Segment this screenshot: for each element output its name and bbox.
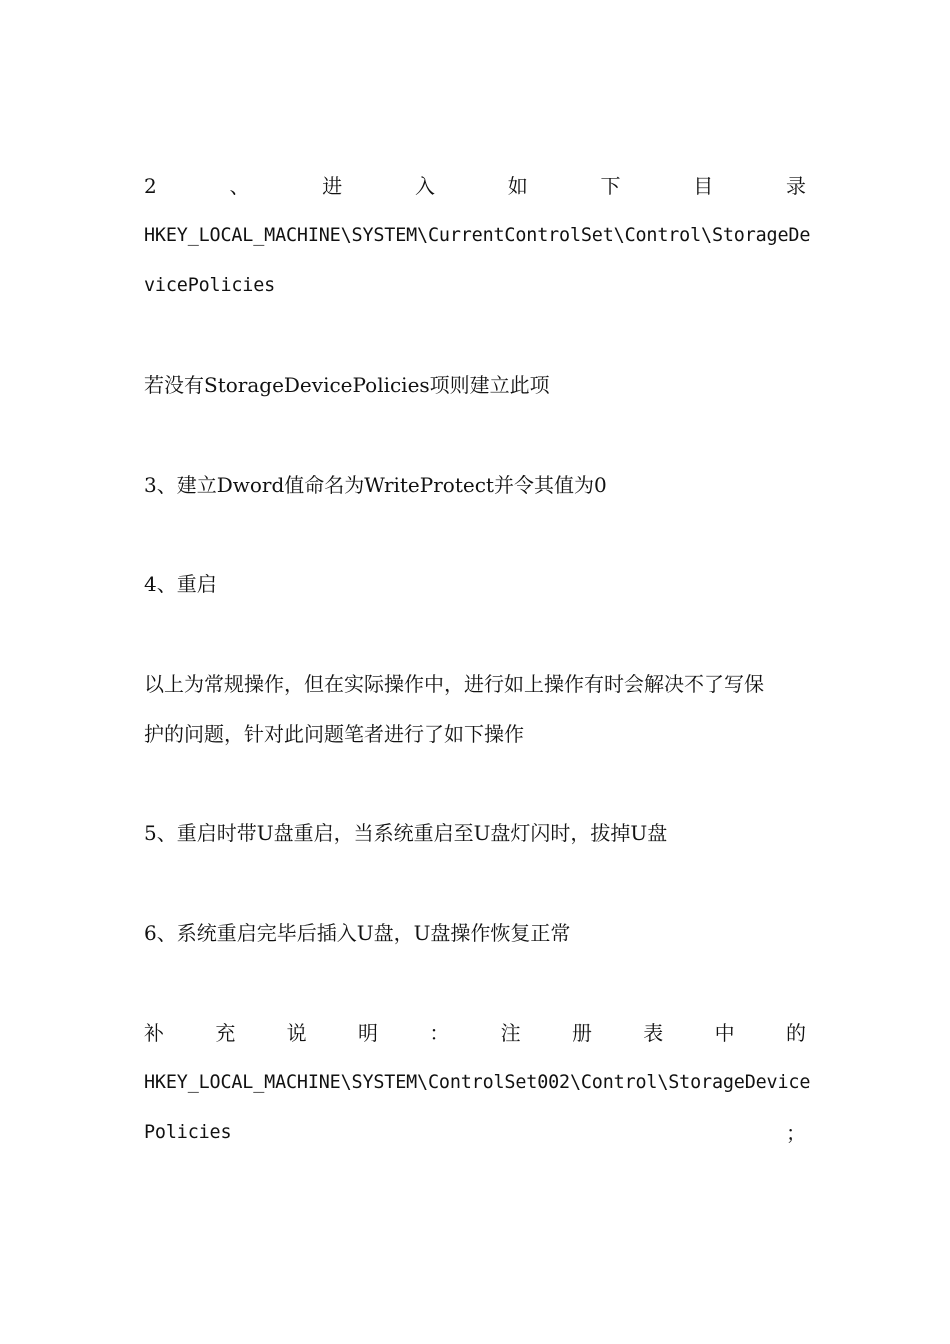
step-2-char: 下 [600, 174, 621, 198]
supplement-char: ： [429, 1021, 450, 1045]
supplement-path-line-2: Policies [144, 1122, 232, 1143]
supplement-char: 表 [643, 1021, 664, 1045]
supplement-path-line-1: HKEY_LOCAL_MACHINE\SYSTEM\ControlSet002\Control\StorageDevice [144, 1072, 811, 1093]
step-6: 6、系统重启完毕后插入U盘，U盘操作恢复正常 [144, 921, 571, 945]
supplement-char: 注 [500, 1021, 521, 1045]
step-2-char: 、 [229, 174, 250, 198]
supplement-char: 补 [144, 1021, 164, 1045]
step-2-char: 目 [693, 174, 714, 198]
common-operation-line-1: 以上为常规操作，但在实际操作中，进行如上操作有时会解决不了写保 [144, 672, 764, 696]
step-2-char: 录 [785, 174, 806, 198]
step-2-char: 如 [507, 174, 528, 198]
step-2-heading [144, 171, 806, 201]
supplement-char: 说 [286, 1021, 307, 1045]
note-create-key: 若没有StorageDevicePolicies项则建立此项 [144, 373, 550, 397]
step-2-char: 进 [322, 174, 343, 198]
supplement-char: 明 [357, 1021, 378, 1045]
supplement-end-semicolon: ； [786, 1121, 806, 1145]
registry-path-line-2: vicePolicies [144, 275, 276, 296]
registry-path-line-1: HKEY_LOCAL_MACHINE\SYSTEM\CurrentControlSet\Control\StorageDe [144, 225, 811, 246]
supplement-char: 中 [714, 1021, 735, 1045]
supplement-heading [144, 1018, 806, 1048]
step-3: 3、建立Dword值命名为WriteProtect并令其值为0 [144, 473, 607, 497]
step-5: 5、重启时带U盘重启，当系统重启至U盘灯闪时，拔掉U盘 [144, 821, 668, 845]
step-2-char: 2 [144, 174, 157, 198]
step-2-char: 入 [414, 174, 435, 198]
step-4: 4、重启 [144, 572, 217, 596]
supplement-char: 册 [571, 1021, 592, 1045]
common-operation-line-2: 护的问题，针对此问题笔者进行了如下操作 [144, 722, 524, 746]
supplement-char: 的 [785, 1021, 806, 1045]
supplement-char: 充 [215, 1021, 236, 1045]
